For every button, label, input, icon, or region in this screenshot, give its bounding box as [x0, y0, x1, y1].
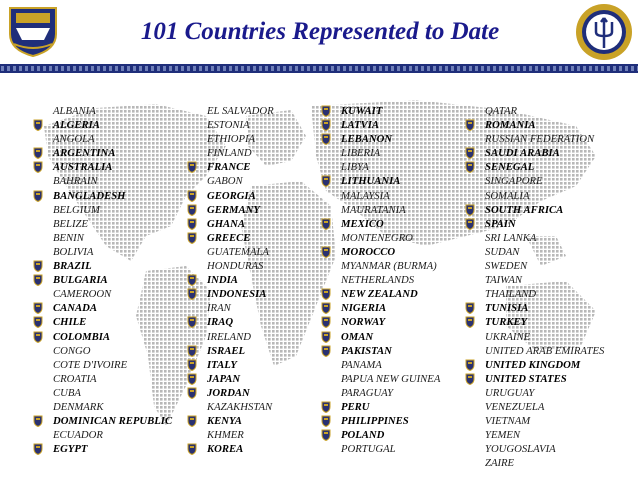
country-item — [341, 330, 440, 344]
navy-shield-icon — [187, 359, 197, 371]
navy-shield-icon — [321, 246, 331, 258]
country-item — [207, 174, 274, 188]
navy-shield-icon — [33, 161, 43, 173]
country-item — [53, 174, 172, 188]
country-item — [53, 358, 172, 372]
country-item — [341, 414, 440, 428]
country-item — [207, 189, 274, 203]
country-item — [53, 428, 172, 442]
country-item — [53, 132, 172, 146]
country-item — [53, 203, 172, 217]
country-name: CROATIA — [53, 372, 97, 385]
country-name: MALAYSIA — [341, 189, 390, 202]
navy-shield-icon — [465, 119, 475, 131]
navy-shield-icon — [321, 316, 331, 328]
navy-shield-icon — [187, 415, 197, 427]
navy-shield-icon — [465, 359, 475, 371]
country-item — [53, 372, 172, 386]
country-item — [341, 174, 440, 188]
navy-shield-icon — [321, 218, 331, 230]
country-name: BRAZIL — [53, 260, 92, 273]
country-item — [207, 386, 274, 400]
country-item — [485, 146, 604, 160]
navy-shield-icon — [321, 345, 331, 357]
country-item — [341, 245, 440, 259]
country-item — [341, 160, 440, 174]
country-name: ETHIOPIA — [207, 133, 256, 146]
country-name: JORDAN — [207, 386, 250, 399]
country-name: BOLIVIA — [53, 245, 94, 258]
navy-shield-icon — [187, 161, 197, 173]
country-name: GEORGIA — [207, 189, 256, 202]
country-name: ESTONIA — [207, 119, 250, 132]
country-item — [53, 400, 172, 414]
country-name: DOMINICAN REPUBLIC — [53, 415, 173, 428]
navy-shield-icon — [33, 316, 43, 328]
country-item — [485, 456, 604, 470]
navy-shield-icon — [187, 387, 197, 399]
country-item — [341, 132, 440, 146]
country-name: BANGLADESH — [53, 189, 126, 202]
navy-shield-icon — [33, 147, 43, 159]
country-name: SWEDEN — [485, 260, 528, 273]
country-item — [485, 231, 604, 245]
country-item — [341, 315, 440, 329]
country-item — [53, 231, 172, 245]
country-name: GREECE — [207, 231, 251, 244]
country-name: COTE D'IVOIRE — [53, 358, 128, 371]
country-item — [207, 245, 274, 259]
country-item — [53, 118, 172, 132]
country-item — [207, 344, 274, 358]
country-name: UNITED ARAB EMIRATES — [485, 344, 605, 357]
country-name: LEBANON — [341, 133, 393, 146]
country-item — [53, 104, 172, 118]
country-item — [485, 301, 604, 315]
country-name: THAILAND — [485, 288, 537, 301]
country-name: CONGO — [53, 344, 91, 357]
country-name: UNITED KINGDOM — [485, 358, 581, 371]
country-name: PHILIPPINES — [341, 415, 409, 428]
country-name: FINLAND — [207, 147, 252, 160]
country-name: NIGERIA — [341, 302, 387, 315]
country-name: NEW ZEALAND — [341, 288, 418, 301]
country-item — [485, 104, 604, 118]
country-name: UKRAINE — [485, 330, 531, 343]
country-item — [485, 174, 604, 188]
country-item — [53, 189, 172, 203]
navy-shield-icon — [33, 302, 43, 314]
country-name: PAPUA NEW GUINEA — [341, 372, 441, 385]
navy-shield-icon — [321, 119, 331, 131]
country-item — [485, 287, 604, 301]
country-name: OMAN — [341, 330, 374, 343]
country-item — [53, 315, 172, 329]
country-name: MEXICO — [341, 217, 384, 230]
country-item — [485, 428, 604, 442]
country-item — [341, 273, 440, 287]
country-name: MOROCCO — [341, 245, 396, 258]
country-item — [207, 414, 274, 428]
country-name: FRANCE — [207, 161, 251, 174]
country-item — [341, 189, 440, 203]
country-name: JAPAN — [207, 372, 241, 385]
navy-shield-icon — [187, 232, 197, 244]
country-item — [207, 358, 274, 372]
country-item — [485, 118, 604, 132]
navy-shield-icon — [33, 415, 43, 427]
navy-shield-icon — [187, 288, 197, 300]
country-item — [485, 414, 604, 428]
country-name: KUWAIT — [341, 105, 383, 117]
header-band — [0, 64, 638, 73]
country-name: ARGENTINA — [53, 147, 116, 160]
country-item — [53, 217, 172, 231]
country-item — [53, 287, 172, 301]
navy-shield-icon — [33, 443, 43, 455]
country-name: SINGAPORE — [485, 175, 543, 188]
country-item — [53, 146, 172, 160]
country-name: UNITED STATES — [485, 372, 567, 385]
country-item — [207, 428, 274, 442]
country-name: GERMANY — [207, 203, 260, 216]
country-item — [485, 442, 604, 456]
navy-shield-icon — [465, 204, 475, 216]
country-item — [207, 118, 274, 132]
country-name: LATVIA — [341, 119, 380, 132]
country-item — [207, 400, 274, 414]
navy-shield-icon — [187, 443, 197, 455]
country-item — [53, 301, 172, 315]
country-item — [485, 132, 604, 146]
country-name: BELIZE — [53, 217, 89, 230]
country-item — [341, 259, 440, 273]
navy-shield-icon — [465, 218, 475, 230]
country-item — [207, 146, 274, 160]
country-name: INDONESIA — [207, 288, 267, 301]
country-item — [485, 217, 604, 231]
country-item — [485, 400, 604, 414]
navy-shield-icon — [33, 190, 43, 202]
country-column-4 — [485, 104, 604, 470]
country-item — [53, 245, 172, 259]
country-name: SRI LANKA — [485, 231, 537, 244]
navy-shield-icon — [187, 218, 197, 230]
country-name: SOMALIA — [485, 189, 530, 202]
country-item — [485, 160, 604, 174]
country-item — [485, 372, 604, 386]
country-item — [53, 442, 172, 456]
country-name: CANADA — [53, 302, 97, 315]
navy-shield-icon — [33, 331, 43, 343]
country-name: KOREA — [207, 443, 244, 456]
naval-college-crest-logo — [4, 4, 62, 58]
country-column-3 — [341, 104, 440, 456]
navy-shield-icon — [187, 204, 197, 216]
country-name: EL SALVADOR — [207, 105, 274, 117]
country-item — [341, 231, 440, 245]
country-name: SENEGAL — [485, 161, 535, 174]
country-name: TURKEY — [485, 316, 528, 329]
country-item — [207, 217, 274, 231]
country-item — [207, 273, 274, 287]
country-name: TAIWAN — [485, 274, 523, 287]
country-item — [341, 301, 440, 315]
country-item — [53, 330, 172, 344]
country-item — [485, 189, 604, 203]
country-item — [53, 344, 172, 358]
country-name: PARAGUAY — [341, 386, 394, 399]
country-item — [341, 358, 440, 372]
country-name: TUNISIA — [485, 302, 529, 315]
country-name: ANGOLA — [53, 133, 95, 146]
country-item — [341, 372, 440, 386]
country-item — [207, 231, 274, 245]
country-item — [207, 287, 274, 301]
navy-shield-icon — [187, 373, 197, 385]
navy-shield-icon — [321, 133, 331, 145]
navy-shield-icon — [321, 415, 331, 427]
country-name: INDIA — [207, 274, 238, 287]
country-name: ZAIRE — [485, 457, 515, 470]
country-name: ALGERIA — [53, 119, 100, 132]
country-name: PERU — [341, 400, 370, 413]
country-name: LIBERIA — [341, 147, 381, 160]
country-item — [485, 358, 604, 372]
country-item — [207, 330, 274, 344]
navy-shield-icon — [321, 175, 331, 187]
country-name: BULGARIA — [53, 274, 108, 287]
navy-shield-icon — [33, 274, 43, 286]
country-name: NORWAY — [341, 316, 386, 329]
country-name: CUBA — [53, 386, 81, 399]
navy-shield-icon — [321, 302, 331, 314]
country-name: IRELAND — [207, 330, 251, 343]
country-item — [53, 160, 172, 174]
country-name: GUATEMALA — [207, 245, 269, 258]
country-item — [341, 146, 440, 160]
country-item — [341, 217, 440, 231]
navy-shield-icon — [465, 316, 475, 328]
country-name: YEMEN — [485, 429, 521, 442]
country-name: GABON — [207, 175, 243, 188]
country-item — [341, 104, 440, 118]
country-name: PAKISTAN — [341, 344, 392, 357]
country-name: PORTUGAL — [341, 443, 396, 456]
country-item — [485, 344, 604, 358]
navy-shield-icon — [187, 316, 197, 328]
country-name: HONDURAS — [207, 260, 264, 273]
navy-shield-icon — [465, 373, 475, 385]
page-title: 101 Countries Represented to Date — [140, 18, 500, 45]
navy-shield-icon — [187, 345, 197, 357]
country-item — [341, 400, 440, 414]
country-name: BAHRAIN — [53, 175, 98, 188]
country-name: KENYA — [207, 415, 242, 428]
country-name: CHILE — [53, 316, 87, 329]
country-item — [207, 259, 274, 273]
navy-shield-icon — [321, 288, 331, 300]
country-item — [207, 203, 274, 217]
country-name: BELGIUM — [53, 203, 100, 216]
country-name: IRAQ — [207, 316, 234, 329]
country-name: VENEZUELA — [485, 400, 545, 413]
country-name: MAURATANIA — [341, 203, 406, 216]
country-item — [207, 372, 274, 386]
country-item — [53, 273, 172, 287]
country-item — [53, 414, 172, 428]
country-item — [485, 245, 604, 259]
country-item — [485, 330, 604, 344]
country-item — [485, 315, 604, 329]
country-name: PANAMA — [341, 358, 382, 371]
country-name: IRAN — [207, 302, 231, 315]
country-item — [485, 386, 604, 400]
country-item — [341, 287, 440, 301]
country-name: MYANMAR (BURMA) — [341, 260, 437, 273]
country-name: GHANA — [207, 217, 246, 230]
country-item — [207, 315, 274, 329]
country-name: KAZAKHSTAN — [207, 400, 273, 413]
country-item — [341, 442, 440, 456]
country-name: CAMEROON — [53, 288, 112, 301]
navy-shield-icon — [465, 147, 475, 159]
country-name: VIETNAM — [485, 415, 531, 428]
country-item — [53, 386, 172, 400]
country-column-1 — [53, 104, 172, 456]
country-item — [341, 118, 440, 132]
navy-shield-icon — [33, 260, 43, 272]
navy-shield-icon — [321, 401, 331, 413]
country-name: LIBYA — [341, 161, 369, 174]
country-item — [341, 428, 440, 442]
trident-seal-logo — [574, 2, 634, 62]
country-name: SAUDI ARABIA — [485, 147, 560, 160]
country-name: AUSTRALIA — [53, 161, 113, 174]
country-name: NETHERLANDS — [341, 274, 415, 287]
navy-shield-icon — [465, 302, 475, 314]
country-name: KHMER — [207, 429, 244, 442]
country-name: COLOMBIA — [53, 330, 111, 343]
country-name: SUDAN — [485, 245, 520, 258]
country-name: RUSSIAN FEDERATION — [485, 133, 595, 146]
country-name: BENIN — [53, 231, 84, 244]
country-item — [485, 273, 604, 287]
country-item — [485, 203, 604, 217]
country-name: ROMANIA — [485, 119, 536, 132]
country-name: SOUTH AFRICA — [485, 203, 564, 216]
navy-shield-icon — [321, 429, 331, 441]
navy-shield-icon — [321, 331, 331, 343]
country-item — [341, 203, 440, 217]
country-name: DENMARK — [53, 400, 104, 413]
country-name: ALBANIA — [53, 105, 96, 117]
country-item — [207, 442, 274, 456]
country-item — [207, 301, 274, 315]
country-name: MONTENEGRO — [341, 231, 413, 244]
navy-shield-icon — [465, 161, 475, 173]
country-name: ECUADOR — [53, 429, 103, 442]
country-item — [207, 160, 274, 174]
country-name: POLAND — [341, 429, 385, 442]
country-item — [207, 104, 274, 118]
country-item — [341, 344, 440, 358]
country-name: ISRAEL — [207, 344, 246, 357]
navy-shield-icon — [187, 190, 197, 202]
country-name: URUGUAY — [485, 386, 535, 399]
country-name: EGYPT — [53, 443, 88, 456]
country-name: YOUGOSLAVIA — [485, 443, 556, 456]
country-column-2 — [207, 104, 274, 456]
navy-shield-icon — [187, 274, 197, 286]
navy-shield-icon — [321, 105, 331, 117]
country-name: QATAR — [485, 105, 518, 117]
country-item — [341, 386, 440, 400]
country-item — [485, 259, 604, 273]
country-item — [53, 259, 172, 273]
country-name: SPAIN — [485, 217, 516, 230]
country-item — [207, 132, 274, 146]
country-name: LITHUANIA — [341, 175, 401, 188]
navy-shield-icon — [33, 119, 43, 131]
country-name: ITALY — [207, 358, 237, 371]
